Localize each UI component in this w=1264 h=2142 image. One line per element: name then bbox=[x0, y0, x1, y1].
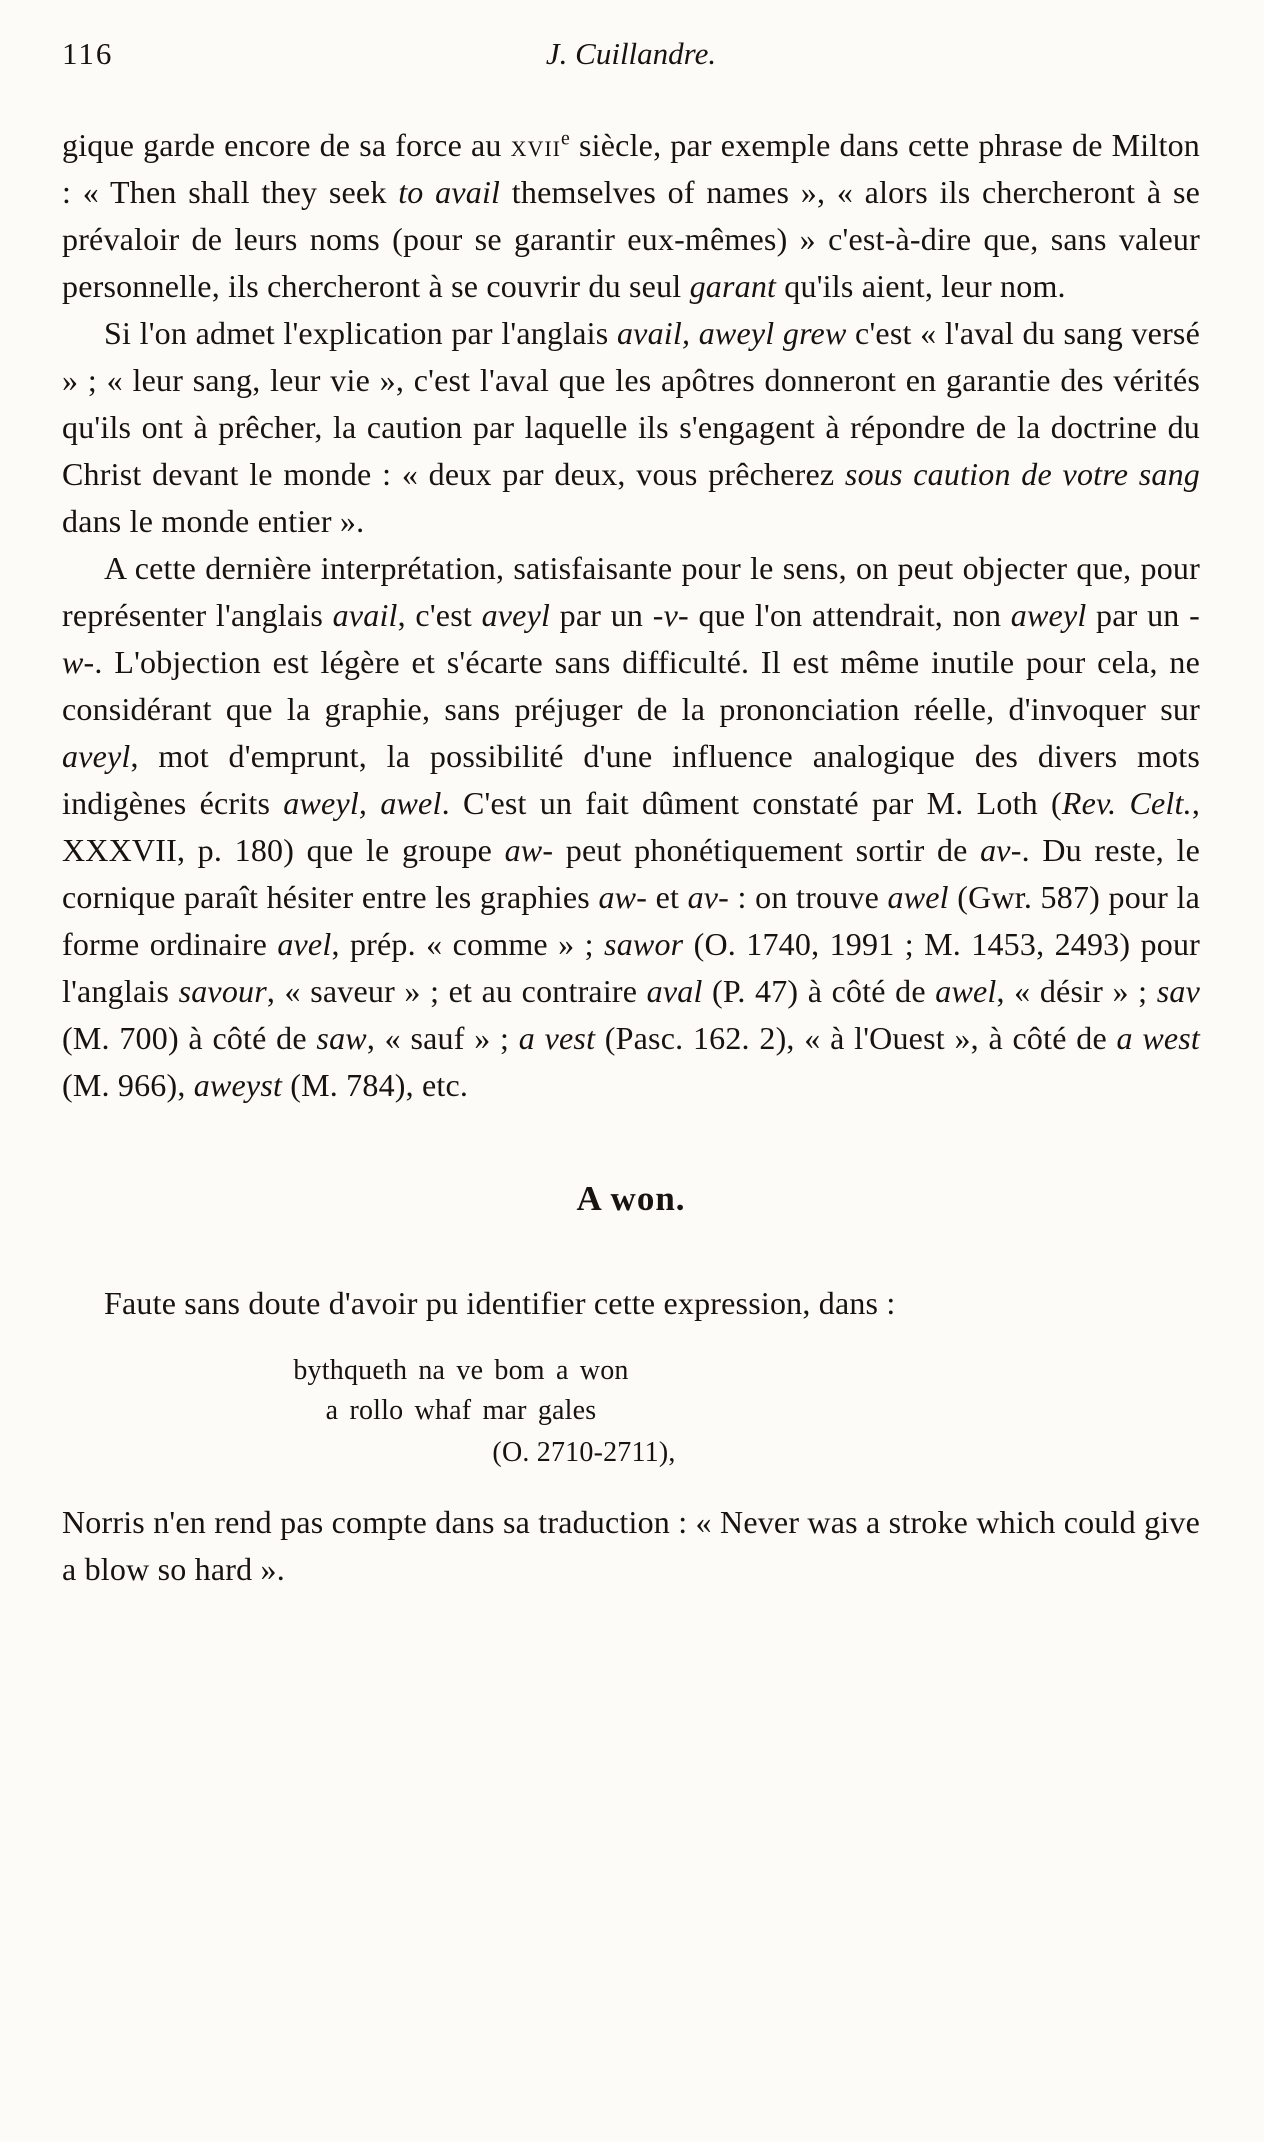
italic-text: aweyst bbox=[193, 1067, 283, 1103]
text-segment: (M. 700) à côté de bbox=[62, 1020, 317, 1056]
italic-text: a vest bbox=[518, 1020, 596, 1056]
text-segment: (M. 966), bbox=[62, 1067, 194, 1103]
italic-text: av- bbox=[980, 832, 1022, 868]
italic-text: aveyl bbox=[481, 597, 551, 633]
text-segment: - que l'on attendrait, non bbox=[678, 597, 1011, 633]
italic-text: av- bbox=[687, 879, 730, 915]
italic-text: Rev. Celt. bbox=[1061, 785, 1192, 821]
italic-text: sav bbox=[1156, 973, 1201, 1009]
paragraph bbox=[62, 122, 1200, 310]
italic-text: w bbox=[62, 644, 84, 680]
text-segment: peut phonétiquement sortir de bbox=[553, 832, 981, 868]
verse-citation: (O. 2710-2711), bbox=[492, 1437, 676, 1468]
text-segment: , c'est bbox=[397, 597, 482, 633]
italic-text: awel bbox=[935, 973, 997, 1009]
text-block bbox=[62, 122, 1200, 1593]
text-segment: , « sauf » ; bbox=[366, 1020, 519, 1056]
italic-text: avel bbox=[277, 926, 332, 962]
text-segment: . Du reste, le cornique paraît hésiter entre les graphies bbox=[62, 832, 1200, 915]
italic-text: a west bbox=[1116, 1020, 1201, 1056]
text-segment: par un - bbox=[1086, 597, 1200, 633]
italic-text: aval bbox=[646, 973, 703, 1009]
text-segment: : on trouve bbox=[729, 879, 888, 915]
text-segment: e bbox=[561, 127, 571, 150]
paragraph bbox=[62, 1499, 1200, 1593]
section-heading: A won. bbox=[576, 1179, 686, 1218]
text-segment: (M. 784), etc. bbox=[282, 1067, 469, 1103]
italic-text: saw bbox=[316, 1020, 367, 1056]
text-segment: xvii bbox=[510, 127, 562, 163]
italic-text: savour bbox=[178, 973, 267, 1009]
text-segment: themselves of names », « alors ils chercheront à se prévaloir de leurs noms (pour se garantir eux-mêmes) » c'est-à-dire que, sans valeur personnelle, ils chercheront à se couvrir du seul bbox=[62, 174, 1201, 304]
text-segment: , prép. « comme » ; bbox=[331, 926, 605, 962]
verse-line: a rollo whaf mar gales bbox=[325, 1395, 597, 1426]
italic-text: aw- bbox=[504, 832, 554, 868]
verse-quote bbox=[62, 1351, 1200, 1473]
verse-line: bythqueth na ve bom a won bbox=[293, 1355, 629, 1386]
italic-text: sous caution de votre sang bbox=[844, 456, 1200, 492]
text-segment: (Pasc. 162. 2), « à l'Ouest », à côté de bbox=[595, 1020, 1117, 1056]
italic-text: avail, aweyl grew bbox=[616, 315, 847, 351]
text-segment: Norris n'en rend pas compte dans sa traduction : « Never was a stroke which could give a blow so hard ». bbox=[62, 1504, 1200, 1587]
paragraph bbox=[62, 1280, 1200, 1327]
paragraph bbox=[62, 310, 1200, 545]
text-segment: qu'ils aient, leur nom. bbox=[776, 268, 1066, 304]
text-segment: Faute sans doute d'avoir pu identifier cette expression, dans : bbox=[104, 1285, 896, 1321]
text-segment: , XXXVII, p. 180) que le groupe bbox=[62, 785, 1201, 868]
italic-text: avail bbox=[332, 597, 398, 633]
text-segment: par un - bbox=[550, 597, 664, 633]
italic-text: aweyl, awel bbox=[283, 785, 442, 821]
text-segment: , « désir » ; bbox=[996, 973, 1157, 1009]
text-segment: A cette dernière interprétation, satisfaisante pour le sens, on peut objecter que, pour représenter l'anglais bbox=[62, 550, 1200, 633]
text-segment: , mot d'emprunt, la possibilité d'une influence analogique des divers mots indigènes écrits bbox=[62, 738, 1200, 821]
text-segment: -. L'objection est légère et s'écarte sans difficulté. Il est même inutile pour cela, ne considérant que la graphie, sans préjuger de la prononciation réelle, d'invoquer sur bbox=[62, 644, 1200, 727]
italic-text: aweyl bbox=[1010, 597, 1087, 633]
italic-text: to avail bbox=[398, 174, 501, 210]
text-segment: (Gwr. 587) pour la forme ordinaire bbox=[62, 879, 1200, 962]
text-segment: . C'est un fait dûment constaté par M. Loth ( bbox=[441, 785, 1062, 821]
running-header: J. Cuillandre. bbox=[545, 36, 717, 71]
text-segment: (P. 47) à côté de bbox=[702, 973, 936, 1009]
text-segment: et bbox=[647, 879, 688, 915]
text-segment: , « saveur » ; et au contraire bbox=[266, 973, 647, 1009]
italic-text: aw- bbox=[598, 879, 648, 915]
text-segment: c'est « l'aval du sang versé » ; « leur sang, leur vie », c'est l'aval que les apôtres donneront en garantie des vérités qu'ils ont à prêcher, la caution par laquelle ils s'engagent à répondre de la doctrine du Christ devant le monde : « deux par deux, vous prêcherez bbox=[62, 315, 1200, 492]
page-number: 116 bbox=[62, 36, 114, 71]
text-segment: gique garde encore de sa force au bbox=[62, 127, 511, 163]
text-segment: siècle, par exemple dans cette phrase de Milton : « Then shall they seek bbox=[62, 127, 1200, 210]
italic-text: sawor bbox=[604, 926, 684, 962]
text-segment: (O. 1740, 1991 ; M. 1453, 2493) pour l'anglais bbox=[62, 926, 1201, 1009]
italic-text: v bbox=[663, 597, 679, 633]
paragraph bbox=[62, 545, 1200, 1109]
text-segment: dans le monde entier ». bbox=[62, 503, 365, 539]
page-header bbox=[62, 36, 1200, 80]
text-segment: Si l'on admet l'explication par l'anglais bbox=[104, 315, 617, 351]
italic-text: awel bbox=[887, 879, 949, 915]
italic-text: garant bbox=[689, 268, 777, 304]
italic-text: aveyl bbox=[62, 738, 131, 774]
